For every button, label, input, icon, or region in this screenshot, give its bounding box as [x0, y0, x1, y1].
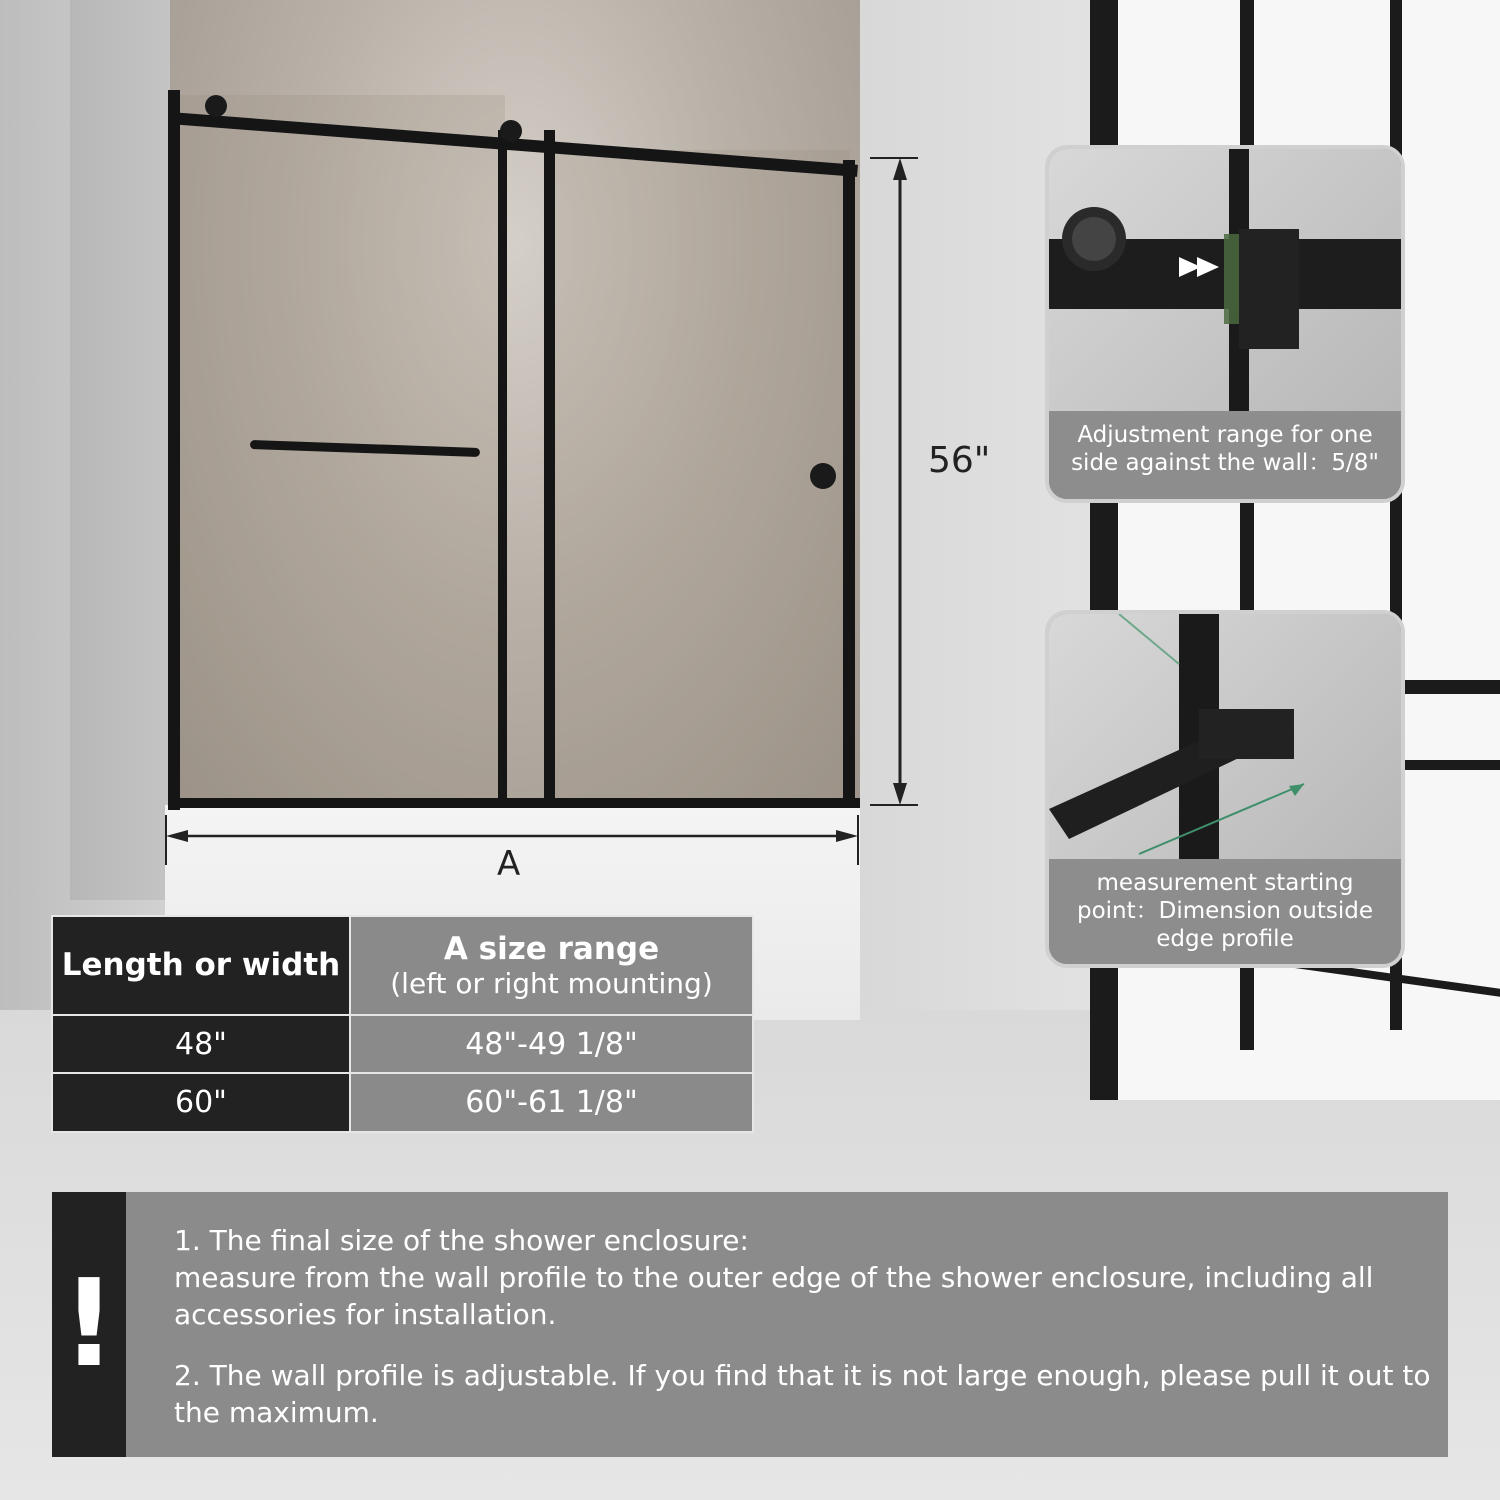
size-range-table — [51, 915, 754, 1133]
notice-box — [52, 1192, 1448, 1457]
table-cell-range: 60"-61 1/8" — [350, 1073, 753, 1132]
notice-item-2: 2. The wall profile is adjustable. If you find that it is not large enough, please pull it out to the maximum. — [174, 1359, 1431, 1429]
table-cell-size: 60" — [52, 1073, 350, 1132]
width-dimension-label: A — [497, 844, 521, 884]
notice-item-1-title: 1. The final size of the shower enclosure: — [174, 1224, 749, 1257]
table-header-row — [52, 916, 753, 1015]
caption-line: measurement starting — [1096, 870, 1354, 896]
profile-detail-icon — [1049, 614, 1401, 859]
callout-measurement-point — [1045, 610, 1405, 968]
callout-caption — [1049, 415, 1401, 499]
table-header-cell — [350, 916, 753, 1015]
table-header-cell — [52, 916, 350, 1015]
caption-line: Adjustment range for one — [1077, 422, 1373, 448]
header-size-range: A size range — [443, 930, 660, 967]
caption-line: point：Dimension outside — [1076, 898, 1373, 924]
height-dimension-label: 56" — [928, 440, 991, 481]
header-length-or-width: Length or width — [61, 947, 341, 984]
notice-item-1-body: measure from the wall profile to the outer edge of the shower enclosure, including all accessories for installation. — [174, 1261, 1374, 1331]
callout-caption — [1049, 863, 1401, 964]
table-cell-size: 48" — [52, 1015, 350, 1074]
exclamation-icon: ! — [61, 1255, 117, 1394]
caption-line: edge profile — [1156, 926, 1294, 952]
detail-photo-roller — [1049, 149, 1401, 411]
roller-detail-icon — [1049, 149, 1401, 411]
caption-line: side against the wall：5/8" — [1071, 450, 1379, 476]
header-mounting-note: (left or right mounting) — [390, 966, 713, 1000]
notice-text — [174, 1222, 1434, 1455]
table-row — [52, 1073, 753, 1132]
callout-adjustment-range — [1045, 145, 1405, 503]
table-row — [52, 1015, 753, 1074]
detail-photo-profile — [1049, 614, 1401, 859]
table-cell-range: 48"-49 1/8" — [350, 1015, 753, 1074]
notice-item-1 — [174, 1222, 1434, 1333]
